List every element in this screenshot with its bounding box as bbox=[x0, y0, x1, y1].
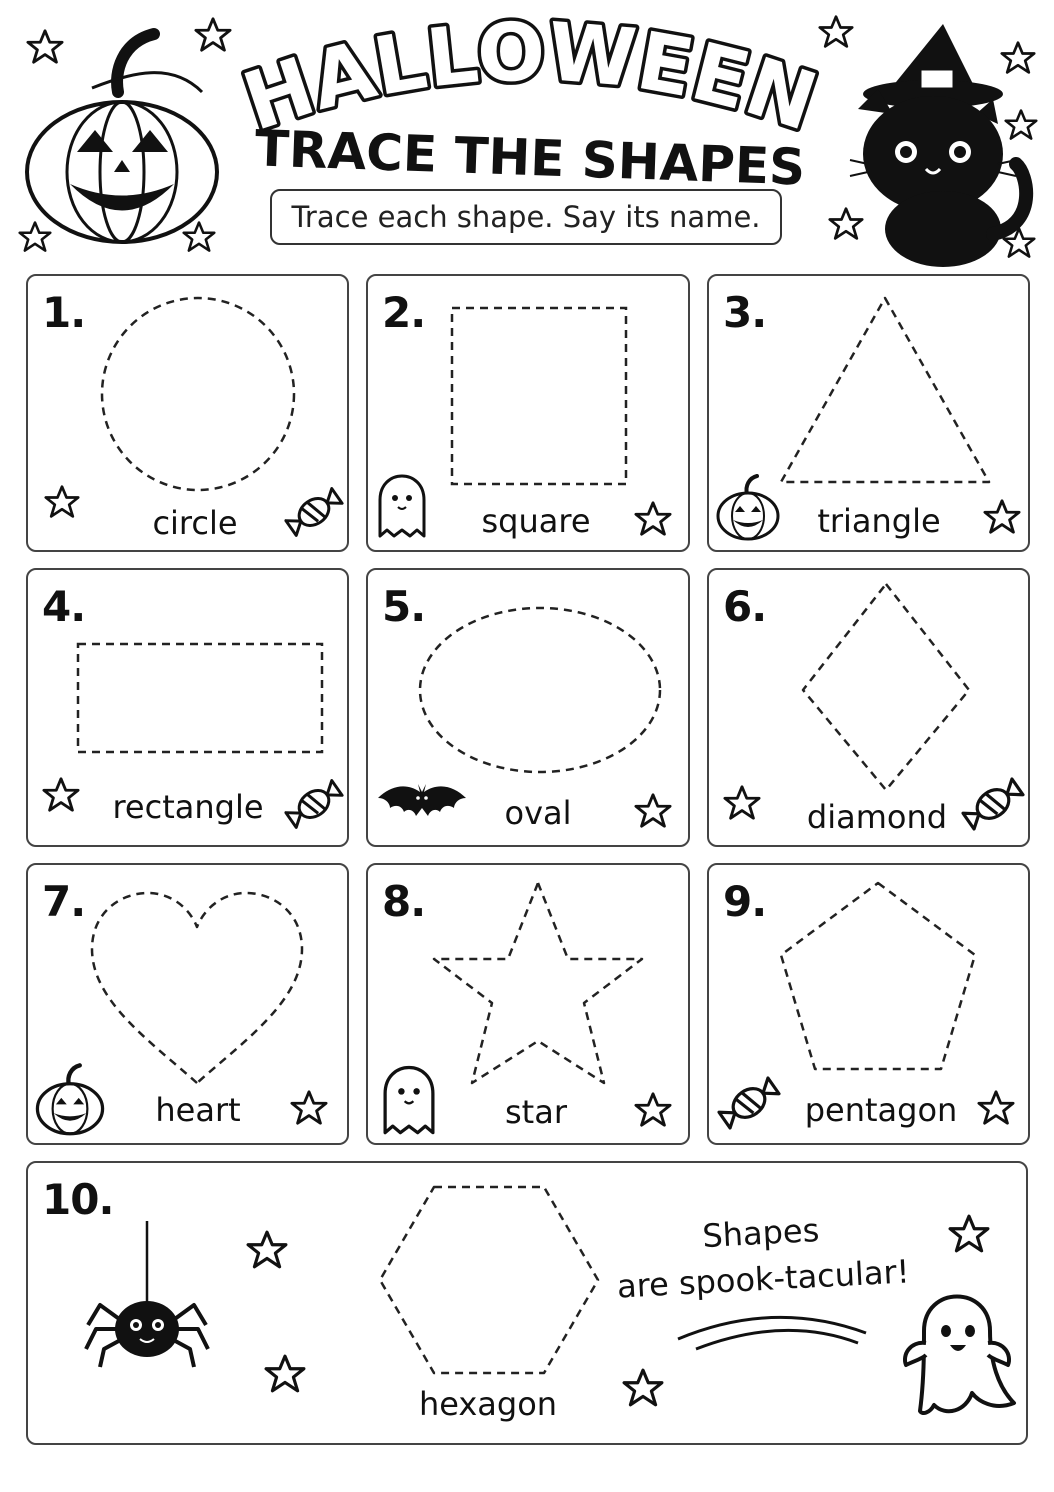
star-icon bbox=[182, 220, 216, 254]
slogan-line-1: Shapes bbox=[701, 1210, 821, 1256]
trace-square[interactable] bbox=[450, 306, 628, 486]
shape-label: triangle bbox=[817, 502, 941, 540]
candy-icon bbox=[961, 772, 1025, 836]
trace-triangle[interactable] bbox=[779, 296, 991, 484]
star-icon bbox=[290, 1089, 328, 1127]
candy-icon bbox=[284, 774, 344, 834]
shape-label: pentagon bbox=[804, 1091, 958, 1129]
page-subtitle: TRACE THE SHAPES bbox=[253, 119, 807, 197]
shape-card-star bbox=[366, 863, 690, 1145]
shape-card-heart bbox=[26, 863, 349, 1145]
shape-label: heart bbox=[155, 1091, 241, 1129]
shape-card-square bbox=[366, 274, 690, 552]
shape-label: oval bbox=[504, 794, 572, 832]
slogan-line-2: are spook-tacular! bbox=[616, 1252, 911, 1306]
star-icon bbox=[246, 1229, 288, 1271]
star-icon bbox=[622, 1367, 664, 1409]
trace-rectangle[interactable] bbox=[76, 642, 324, 754]
star-icon bbox=[1004, 108, 1038, 142]
star-icon bbox=[1000, 40, 1036, 76]
shape-label: diamond bbox=[806, 798, 948, 836]
shape-number: 5. bbox=[382, 582, 426, 631]
star-icon bbox=[723, 784, 761, 822]
star-icon bbox=[44, 484, 80, 520]
instruction-text: Trace each shape. Say its name. bbox=[291, 200, 761, 234]
shape-number: 1. bbox=[42, 288, 86, 337]
star-icon bbox=[264, 1353, 306, 1395]
candy-icon bbox=[284, 482, 344, 542]
shape-number: 10. bbox=[42, 1175, 114, 1224]
shape-card-pentagon bbox=[707, 863, 1030, 1145]
star-icon bbox=[948, 1213, 990, 1255]
shape-card-triangle bbox=[707, 274, 1030, 552]
shape-number: 9. bbox=[723, 877, 767, 926]
shape-number: 3. bbox=[723, 288, 767, 337]
candy-icon bbox=[717, 1071, 781, 1135]
star-icon bbox=[983, 498, 1021, 536]
shape-number: 4. bbox=[42, 582, 86, 631]
star-icon bbox=[194, 16, 232, 54]
star-icon bbox=[818, 14, 854, 50]
trace-heart[interactable] bbox=[90, 891, 304, 1085]
shape-number: 7. bbox=[42, 877, 86, 926]
ghost-icon bbox=[374, 470, 430, 540]
trace-oval[interactable] bbox=[418, 606, 662, 776]
shape-card-oval bbox=[366, 568, 690, 847]
star-icon bbox=[634, 500, 672, 538]
shape-card-circle bbox=[26, 274, 349, 552]
shape-card-diamond bbox=[707, 568, 1030, 847]
shape-label: square bbox=[481, 502, 591, 540]
star-icon bbox=[18, 220, 52, 254]
shape-label: hexagon bbox=[418, 1385, 558, 1423]
shape-card-rectangle bbox=[26, 568, 349, 847]
star-icon bbox=[42, 776, 80, 814]
page-title: HALLOWEEN bbox=[232, 5, 828, 149]
pumpkin-icon bbox=[34, 1061, 106, 1137]
star-icon bbox=[634, 1091, 672, 1129]
trace-pentagon[interactable] bbox=[779, 881, 977, 1071]
star-icon bbox=[977, 1089, 1015, 1127]
star-icon bbox=[1002, 226, 1036, 260]
ghost-icon bbox=[378, 1061, 440, 1137]
trace-diamond[interactable] bbox=[801, 582, 971, 792]
star-icon bbox=[828, 206, 864, 242]
trace-circle[interactable] bbox=[98, 296, 298, 496]
bat-icon bbox=[376, 778, 468, 828]
shape-label: rectangle bbox=[112, 788, 264, 826]
title-art bbox=[232, 5, 828, 197]
shape-label: circle bbox=[152, 504, 238, 542]
spider-icon bbox=[82, 1221, 212, 1371]
trace-hexagon[interactable] bbox=[378, 1185, 600, 1375]
shape-label: star bbox=[505, 1093, 567, 1131]
shape-number: 2. bbox=[382, 288, 426, 337]
slogan bbox=[610, 1202, 914, 1310]
pumpkin-icon bbox=[715, 472, 781, 542]
trace-star[interactable] bbox=[432, 881, 644, 1087]
instruction-box bbox=[270, 189, 782, 245]
swoosh-lines bbox=[674, 1303, 874, 1353]
shape-number: 8. bbox=[382, 877, 426, 926]
star-icon bbox=[26, 28, 64, 66]
star-icon bbox=[634, 792, 672, 830]
shape-number: 6. bbox=[723, 582, 767, 631]
